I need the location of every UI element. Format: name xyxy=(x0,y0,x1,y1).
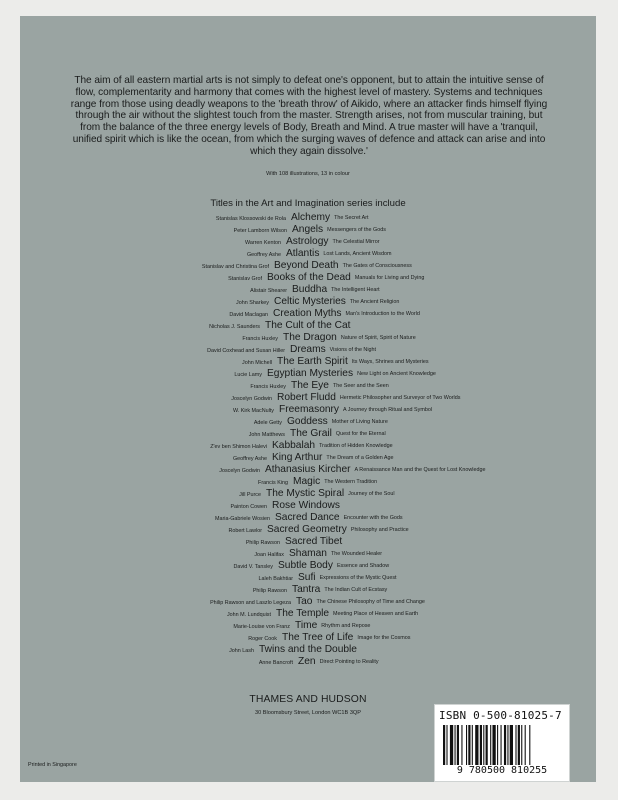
title-entry xyxy=(20,656,596,668)
title-author: David V. Tansley xyxy=(233,564,273,570)
title-author: Robert Lawlor xyxy=(228,528,262,534)
title-main: Shaman xyxy=(289,548,327,559)
title-author: David Coxhead and Susan Hiller xyxy=(207,348,285,354)
title-subtitle: The Indian Cult of Ecstasy xyxy=(324,587,388,593)
barcode-box xyxy=(434,704,570,782)
title-author: Geoffrey Ashe xyxy=(232,456,267,462)
title-entry xyxy=(20,356,596,368)
title-author: Warren Kenton xyxy=(244,240,281,246)
title-name xyxy=(281,236,380,248)
title-author: Geoffrey Ashe xyxy=(246,252,281,258)
title-subtitle: The Seer and the Seen xyxy=(332,383,389,389)
titles-heading: Titles in the Art and Imagination series include xyxy=(210,198,406,209)
title-subtitle: The Dream of a Golden Age xyxy=(326,455,394,461)
title-entry xyxy=(20,296,596,308)
title-name xyxy=(288,476,377,488)
printed-in-note: Printed in Singapore xyxy=(28,762,77,768)
title-main: Sacred Tibet xyxy=(285,536,343,547)
title-entry xyxy=(20,464,596,476)
title-author: John Lash xyxy=(229,648,254,654)
title-entry xyxy=(20,236,596,248)
title-name xyxy=(260,320,351,332)
title-author: Francis Huxley xyxy=(242,336,278,342)
barcode-bar xyxy=(483,725,484,765)
title-main: Beyond Death xyxy=(274,260,339,271)
title-entry xyxy=(20,224,596,236)
title-author: Alistair Shearer xyxy=(250,288,287,294)
title-entry xyxy=(20,260,596,272)
barcode-bar xyxy=(515,725,516,765)
title-name xyxy=(281,248,391,260)
title-subtitle: The Gates of Consciousness xyxy=(342,263,412,269)
title-entry xyxy=(20,524,596,536)
title-name xyxy=(293,656,379,668)
title-entry xyxy=(20,584,596,596)
illustrations-note: With 108 illustrations, 13 in colour xyxy=(266,171,350,177)
title-main: The Eye xyxy=(291,380,329,391)
title-entry xyxy=(20,416,596,428)
title-entry xyxy=(20,548,596,560)
title-name xyxy=(267,500,340,512)
barcode-bar xyxy=(443,725,445,765)
title-name xyxy=(254,644,357,656)
barcode-bar xyxy=(490,725,491,765)
title-subtitle: The Western Tradition xyxy=(324,479,378,485)
title-name xyxy=(290,620,370,632)
title-subtitle: A Renaissance Man and the Quest for Lost Knowledge xyxy=(354,467,486,473)
title-entry xyxy=(20,608,596,620)
barcode-bar xyxy=(450,725,453,765)
title-author: Maria-Gabriele Wosien xyxy=(214,516,270,522)
title-name xyxy=(262,524,409,536)
title-entry xyxy=(20,344,596,356)
title-entry xyxy=(20,536,596,548)
title-entry xyxy=(20,512,596,524)
title-entry xyxy=(20,572,596,584)
series-titles-list xyxy=(20,212,596,668)
title-main: Freemasonry xyxy=(279,404,340,415)
title-subtitle: Image for the Cosmos xyxy=(357,635,411,641)
title-main: Dreams xyxy=(290,344,326,355)
title-entry xyxy=(20,284,596,296)
title-author: Roger Cook xyxy=(248,636,277,642)
title-entry xyxy=(20,404,596,416)
barcode-bar xyxy=(475,725,478,765)
title-author: W. Kirk MacNulty xyxy=(232,408,274,414)
title-author: Joscelyn Godwin xyxy=(231,396,272,402)
barcode-bar xyxy=(492,725,495,765)
title-name xyxy=(291,596,425,608)
barcode-bar xyxy=(507,725,508,765)
title-entry xyxy=(20,392,596,404)
title-subtitle: Philosophy and Practice xyxy=(350,527,409,533)
title-main: Robert Fludd xyxy=(277,392,336,403)
title-name xyxy=(262,368,436,380)
publisher-name: THAMES AND HUDSON xyxy=(249,694,367,705)
title-name xyxy=(272,392,460,404)
barcode-bar xyxy=(525,725,526,765)
title-main: The Tree of Life xyxy=(282,632,354,643)
title-author: John Sharkey xyxy=(236,300,269,306)
title-author: Stanislav Grof xyxy=(228,276,262,282)
title-name xyxy=(269,260,412,272)
title-subtitle: Man's Introduction to the World xyxy=(345,311,420,317)
title-name xyxy=(262,272,424,284)
title-subtitle: Hermetic Philosopher and Surveyor of Two Worlds xyxy=(339,395,461,401)
title-subtitle: Meeting Place of Heaven and Earth xyxy=(333,611,419,617)
title-author: Stanislav and Christina Grof xyxy=(201,264,269,270)
title-entry xyxy=(20,272,596,284)
title-subtitle: Manuals for Living and Dying xyxy=(354,275,425,281)
title-name xyxy=(267,452,394,464)
title-name xyxy=(287,584,387,596)
title-entry xyxy=(20,476,596,488)
title-main: Angels xyxy=(292,224,324,235)
title-subtitle: The Ancient Religion xyxy=(349,299,400,305)
title-name xyxy=(278,332,416,344)
title-name xyxy=(285,428,386,440)
title-entry xyxy=(20,320,596,332)
barcode-bar xyxy=(486,725,488,765)
title-main: Twins and the Double xyxy=(259,644,357,655)
title-entry xyxy=(20,248,596,260)
title-name xyxy=(273,560,389,572)
title-entry xyxy=(20,440,596,452)
barcode-bar xyxy=(461,725,462,765)
title-author: Philip Rawson and Laszlo Legeza xyxy=(210,600,291,606)
title-main: The Cult of the Cat xyxy=(265,320,351,331)
title-main: The Grail xyxy=(290,428,332,439)
barcode-digits: 9 780500 810255 xyxy=(456,765,548,776)
title-subtitle: Visions of the Night xyxy=(329,347,377,353)
title-main: Celtic Mysteries xyxy=(274,296,346,307)
title-name xyxy=(274,404,432,416)
title-subtitle: New Light on Ancient Knowledge xyxy=(357,371,436,377)
barcode-bar xyxy=(497,725,498,765)
title-name xyxy=(261,488,395,500)
title-author: John Michell xyxy=(242,360,272,366)
barcode-bar xyxy=(466,725,467,765)
title-subtitle: Nature of Spirit, Spirit of Nature xyxy=(340,335,416,341)
title-main: Creation Myths xyxy=(273,308,342,319)
title-name xyxy=(282,416,388,428)
title-entry xyxy=(20,332,596,344)
title-entry xyxy=(20,596,596,608)
title-main: Athanasius Kircher xyxy=(265,464,351,475)
title-author: Francis Huxley xyxy=(250,384,286,390)
title-author: John M. Lundquist xyxy=(226,612,271,618)
title-subtitle: The Secret Art xyxy=(334,215,369,221)
title-main: Subtle Body xyxy=(278,560,333,571)
title-name xyxy=(268,308,420,320)
barcode-bar xyxy=(468,725,470,765)
title-author: Joan Halifax xyxy=(254,552,284,558)
title-subtitle: The Celestial Mirror xyxy=(332,239,380,245)
title-author: Lucie Lamy xyxy=(234,372,262,378)
title-name xyxy=(260,464,485,476)
title-main: Egyptian Mysteries xyxy=(267,368,354,379)
title-subtitle: Lost Lands, Ancient Wisdom xyxy=(323,251,392,257)
title-author: Jill Purce xyxy=(239,492,261,498)
title-entry xyxy=(20,428,596,440)
title-author: Stanislas Klossowski de Rola xyxy=(215,216,286,222)
title-author: Philip Rawson xyxy=(252,588,287,594)
barcode-bar xyxy=(529,725,530,765)
title-name xyxy=(270,512,403,524)
blurb-text: The aim of all eastern martial arts is not simply to defeat one's opponent, but to attain the intuitive sense of flow, complementarity and harmony that comes with the highest level of mastery. Systems and techniques range from those using deadly weapons to the 'breath throw' of Aikido, where an attacker finds himself flying through the air without the slightest touch from the master. Strength arises, not from muscular training, but from the balance of the three energy levels of Body, Breath and Mind. A true master will have a 'tranquil, unified spirit which is like the ocean, from which the surging waves of defence and attack can arise and into which they again dissolve.' xyxy=(70,75,548,157)
title-main: The Earth Spirit xyxy=(277,356,348,367)
title-main: Goddess xyxy=(287,416,328,427)
publisher-address: 30 Bloomsbury Street, London WC1B 3QP xyxy=(254,710,362,716)
title-name xyxy=(293,572,397,584)
title-subtitle: Quest for the Eternal xyxy=(335,431,386,437)
title-author: Painton Cowen xyxy=(230,504,267,510)
title-name xyxy=(269,296,399,308)
title-main: Zen xyxy=(298,656,316,667)
title-main: Tao xyxy=(296,596,313,607)
title-name xyxy=(272,356,429,368)
title-main: The Mystic Spiral xyxy=(266,488,345,499)
title-subtitle: Direct Pointing to Reality xyxy=(319,659,379,665)
title-name xyxy=(285,344,376,356)
title-subtitle: Its Ways, Shrines and Mysteries xyxy=(351,359,429,365)
title-main: Rose Windows xyxy=(272,500,340,511)
title-author: Laleh Bakhtiar xyxy=(258,576,293,582)
title-name xyxy=(280,536,342,548)
title-main: Sacred Geometry xyxy=(267,524,347,535)
barcode-bar xyxy=(518,725,520,765)
title-entry xyxy=(20,644,596,656)
barcode-icon xyxy=(443,725,561,765)
title-main: Astrology xyxy=(286,236,329,247)
title-subtitle: Messengers of the Gods xyxy=(327,227,386,233)
title-subtitle: The Wounded Healer xyxy=(330,551,383,557)
back-cover xyxy=(20,16,596,782)
title-author: Peter Lamborn Wilson xyxy=(233,228,287,234)
title-entry xyxy=(20,212,596,224)
title-main: Buddha xyxy=(292,284,328,295)
title-subtitle: Rhythm and Repose xyxy=(321,623,371,629)
title-main: Sacred Dance xyxy=(275,512,340,523)
title-author: Z'ev ben Shimon Halevi xyxy=(210,444,267,450)
barcode-bar xyxy=(457,725,459,765)
barcode-bar xyxy=(455,725,456,765)
title-author: Philip Rawson xyxy=(245,540,280,546)
title-author: Francis King xyxy=(258,480,288,486)
title-author: Adele Getty xyxy=(253,420,282,426)
barcode-bar xyxy=(480,725,482,765)
title-entry xyxy=(20,308,596,320)
title-entry xyxy=(20,452,596,464)
title-entry xyxy=(20,500,596,512)
title-main: Magic xyxy=(293,476,321,487)
title-entry xyxy=(20,632,596,644)
title-subtitle: A Journey through Ritual and Symbol xyxy=(343,407,433,413)
title-main: Time xyxy=(295,620,318,631)
barcode-bar xyxy=(446,725,447,765)
title-main: Books of the Dead xyxy=(267,272,351,283)
title-name xyxy=(267,440,393,452)
title-subtitle: The Intelligent Heart xyxy=(331,287,380,293)
title-entry xyxy=(20,368,596,380)
barcode-bar xyxy=(472,725,473,765)
title-author: John Matthews xyxy=(248,432,285,438)
title-entry xyxy=(20,560,596,572)
title-subtitle: The Chinese Philosophy of Time and Change xyxy=(316,599,425,605)
title-subtitle: Encounter with the Gods xyxy=(343,515,403,521)
title-name xyxy=(286,212,369,224)
barcode-bar xyxy=(501,725,502,765)
title-main: Atlantis xyxy=(286,248,320,259)
title-author: Joscelyn Godwin xyxy=(219,468,260,474)
title-entry xyxy=(20,488,596,500)
title-main: The Temple xyxy=(276,608,330,619)
title-name xyxy=(284,548,382,560)
title-author: Marie-Louise von Franz xyxy=(233,624,290,630)
title-name xyxy=(287,284,380,296)
title-author: David Maclagan xyxy=(229,312,268,318)
isbn-label: ISBN 0-500-81025-7 xyxy=(439,709,562,722)
title-subtitle: Journey of the Soul xyxy=(348,491,395,497)
barcode-bar xyxy=(521,725,522,765)
barcode-bar xyxy=(510,725,513,765)
title-name xyxy=(271,608,418,620)
title-author: Anne Bancroft xyxy=(258,660,293,666)
title-main: Alchemy xyxy=(291,212,331,223)
title-name xyxy=(286,380,389,392)
title-entry xyxy=(20,380,596,392)
title-author: Nicholas J. Saunders xyxy=(209,324,260,330)
title-main: Tantra xyxy=(292,584,321,595)
title-subtitle: Tradition of Hidden Knowledge xyxy=(319,443,393,449)
title-subtitle: Mother of Living Nature xyxy=(331,419,388,425)
title-subtitle: Essence and Shadow xyxy=(336,563,390,569)
barcode-bar xyxy=(504,725,506,765)
title-entry xyxy=(20,620,596,632)
title-subtitle: Expressions of the Mystic Quest xyxy=(319,575,397,581)
title-name xyxy=(277,632,410,644)
title-main: King Arthur xyxy=(272,452,323,463)
title-name xyxy=(287,224,386,236)
title-main: Sufi xyxy=(298,572,316,583)
title-main: The Dragon xyxy=(283,332,337,343)
title-main: Kabbalah xyxy=(272,440,316,451)
